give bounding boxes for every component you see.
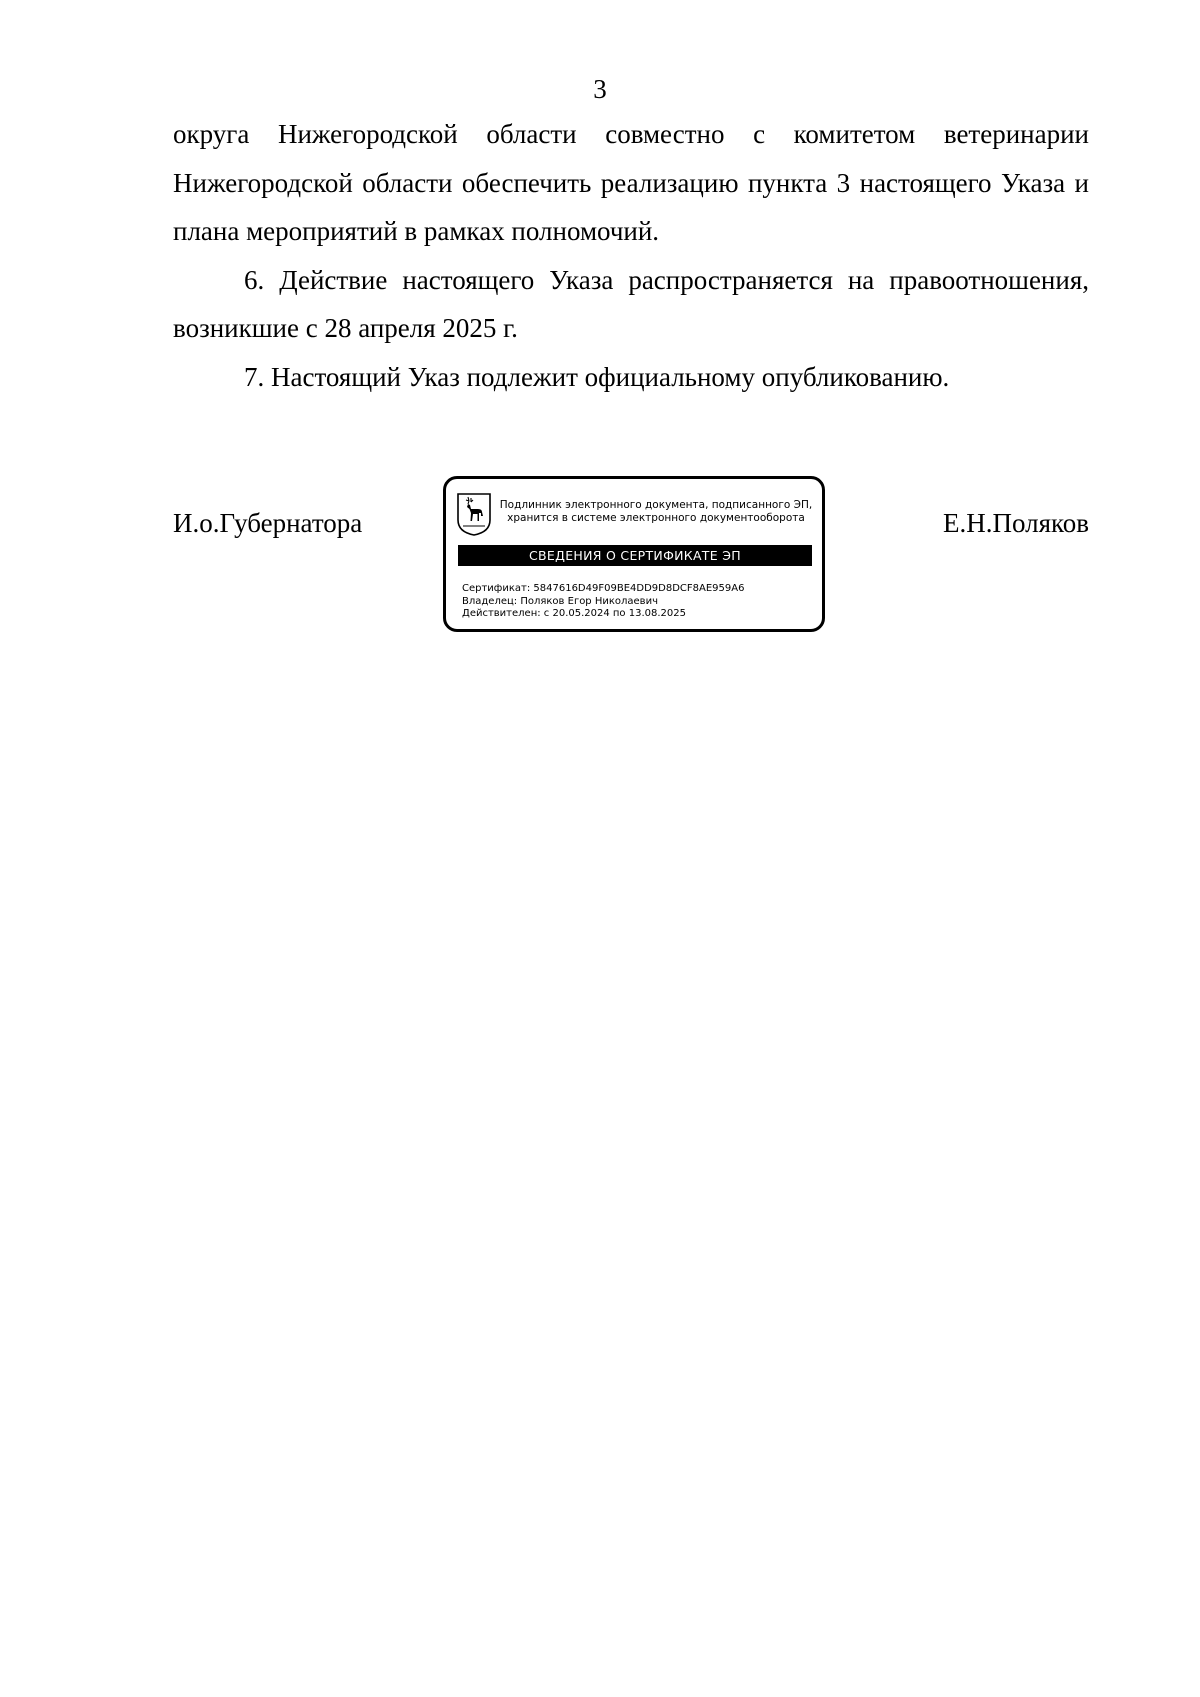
paragraph-7: 7. Настоящий Указ подлежит официальному опубликованию. (244, 361, 950, 392)
certificate-owner: Владелец: Поляков Егор Николаевич (462, 595, 658, 607)
stamp-title-bar: СВЕДЕНИЯ О СЕРТИФИКАТЕ ЭП (458, 545, 812, 566)
signer-position: И.о.Губернатора (173, 508, 363, 538)
signature-stamp (443, 476, 825, 632)
stamp-details (462, 583, 744, 621)
stamp-header-line-1: Подлинник электронного документа, подписанного ЭП, (499, 499, 813, 511)
paragraph-6: 6. Действие настоящего Указа распространяется на правоотношения, возникшие с 28 апреля 2025 г. (173, 264, 1089, 343)
document-body (173, 110, 1089, 401)
deer-emblem-icon (456, 492, 492, 536)
paragraph-continuation: округа Нижегородской области совместно с комитетом ветеринарии Нижегородской области обеспечить реализацию пункта 3 настоящего Указа и плана мероприятий в рамках полномочий. (173, 119, 1089, 246)
certificate-validity: Действителен: с 20.05.2024 по 13.08.2025 (462, 608, 686, 619)
stamp-header (496, 499, 816, 525)
page-number: 3 (593, 74, 607, 104)
certificate-number: Сертификат: 5847616D49F09BE4DD9D8DCF8AE959A6 (462, 583, 745, 594)
stamp-header-line-2: хранится в системе электронного документооборота (507, 512, 805, 524)
signer-name: Е.Н.Поляков (942, 508, 1089, 538)
